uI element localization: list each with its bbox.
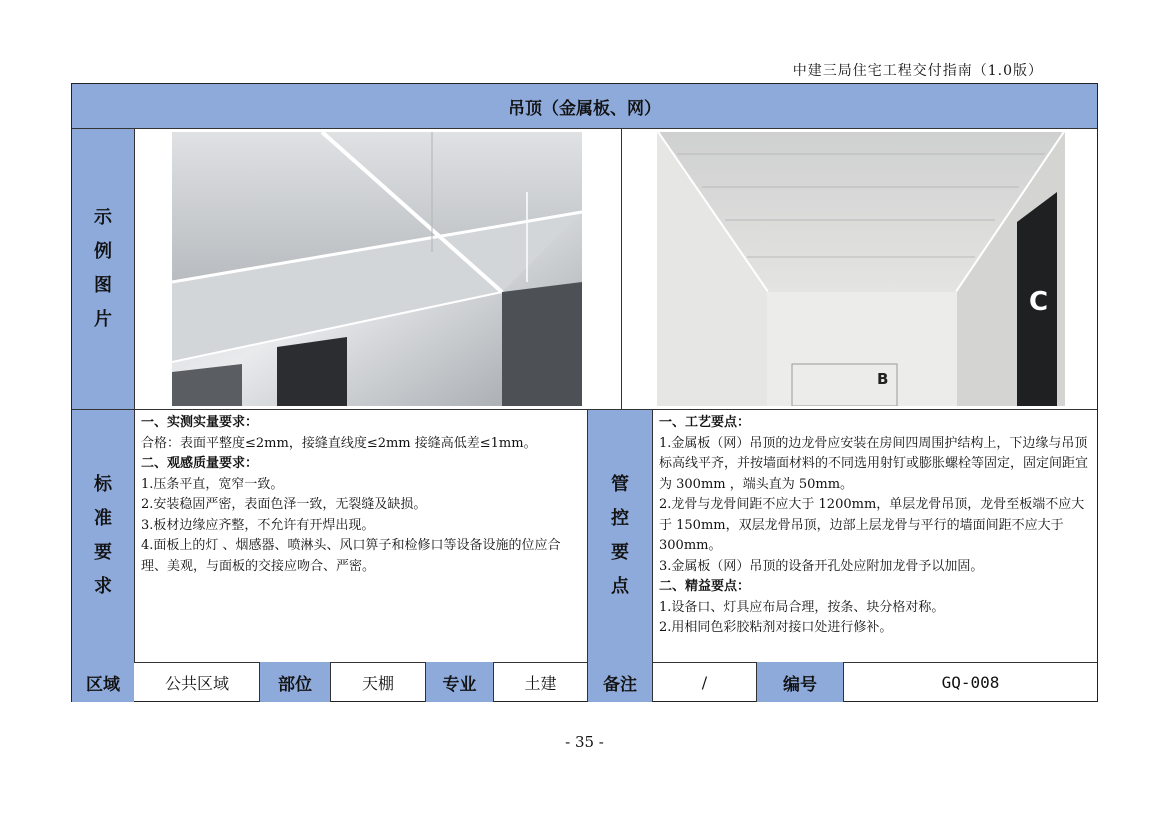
- control-line: 二、精益要点：: [659, 579, 751, 594]
- photo-label-char: 示: [94, 207, 112, 228]
- control-label-char: 要: [611, 542, 629, 563]
- control-line: 3.金属板（网）吊顶的设备开孔处应附加龙骨予以加固。: [659, 558, 984, 574]
- position-value: 天棚: [361, 673, 394, 693]
- standard-label-char: 求: [94, 576, 112, 597]
- standard-line: 二、观感质量要求：: [141, 456, 259, 471]
- area-value: 公共区域: [164, 673, 229, 693]
- control-line: 2.用相同色彩胶粘剂对接口处进行修补。: [659, 620, 893, 635]
- sheet-title: 吊顶（金属板、网）: [72, 84, 1097, 128]
- standard-requirements-text: [135, 410, 587, 662]
- document-header-note: 中建三局住宅工程交付指南（1.0版）: [792, 63, 1043, 79]
- photo-row-label: [72, 129, 134, 409]
- control-line: 一、工艺要点：: [659, 415, 751, 430]
- control-points-text: [653, 410, 1097, 662]
- position-label: 部位: [260, 662, 330, 702]
- major-value: 土建: [524, 673, 557, 693]
- control-line: 2.龙骨与龙骨间距不应大于 1200mm，单层龙骨吊顶，龙骨至板端不应大于 150mm，双层龙骨吊顶，边部上层龙骨与平行的墙面间距不应大于 300mm。: [659, 497, 1085, 553]
- photo-label-char: 例: [94, 241, 112, 262]
- photo-sign-b: B: [877, 370, 889, 388]
- standard-line: 2.安装稳固严密，表面色泽一致，无裂缝及缺损。: [141, 497, 427, 512]
- remark-value: /: [701, 672, 708, 692]
- area-label: 区域: [72, 662, 134, 702]
- standard-label-char: 要: [94, 542, 112, 563]
- code-value: GQ-008: [941, 672, 1000, 692]
- major-label: 专业: [426, 662, 493, 702]
- remark-label: 备注: [588, 662, 652, 702]
- standard-line: 1.压条平直，宽窄一致。: [141, 476, 284, 492]
- standard-line: 4.面板上的灯 、烟感器、喷淋头、风口箅子和检修口等设备设施的位应合理、美观，与面板的交接应吻合、严密。: [141, 538, 561, 574]
- page-number: - 35 -: [565, 733, 604, 751]
- control-line: 1.金属板（网）吊顶的边龙骨应安装在房间四周围护结构上，下边缘与吊顶标高线平齐，并按墙面材料的不同选用射钉或膨胀螺栓等固定，固定间距宜为 300mm ，端头直为 50mm。: [659, 435, 1089, 492]
- photo-sign-c: C: [1029, 287, 1049, 317]
- standard-line: 合格：表面平整度≤2mm，接缝直线度≤2mm 接缝高低差≤1mm。: [141, 435, 537, 451]
- photo-label-char: 片: [94, 309, 112, 330]
- standard-label-char: 标: [94, 474, 112, 495]
- standard-line: 3.板材边缘应齐整，不允许有开焊出现。: [141, 517, 375, 533]
- code-label: 编号: [757, 662, 843, 702]
- standard-label-char: 准: [94, 508, 112, 529]
- control-line: 1.设备口、灯具应布局合理，按条、块分格对称。: [659, 599, 945, 615]
- control-label-char: 管: [611, 474, 629, 495]
- example-photo-1: [172, 132, 582, 406]
- standard-row-label: [72, 410, 134, 662]
- photo-label-char: 图: [94, 275, 112, 296]
- control-row-label: [588, 410, 652, 662]
- spec-sheet-table: [71, 83, 1098, 702]
- control-label-char: 点: [611, 576, 629, 597]
- standard-line: 一、实测实量要求：: [141, 415, 259, 430]
- control-label-char: 控: [611, 508, 629, 529]
- example-photo-2: [657, 132, 1065, 406]
